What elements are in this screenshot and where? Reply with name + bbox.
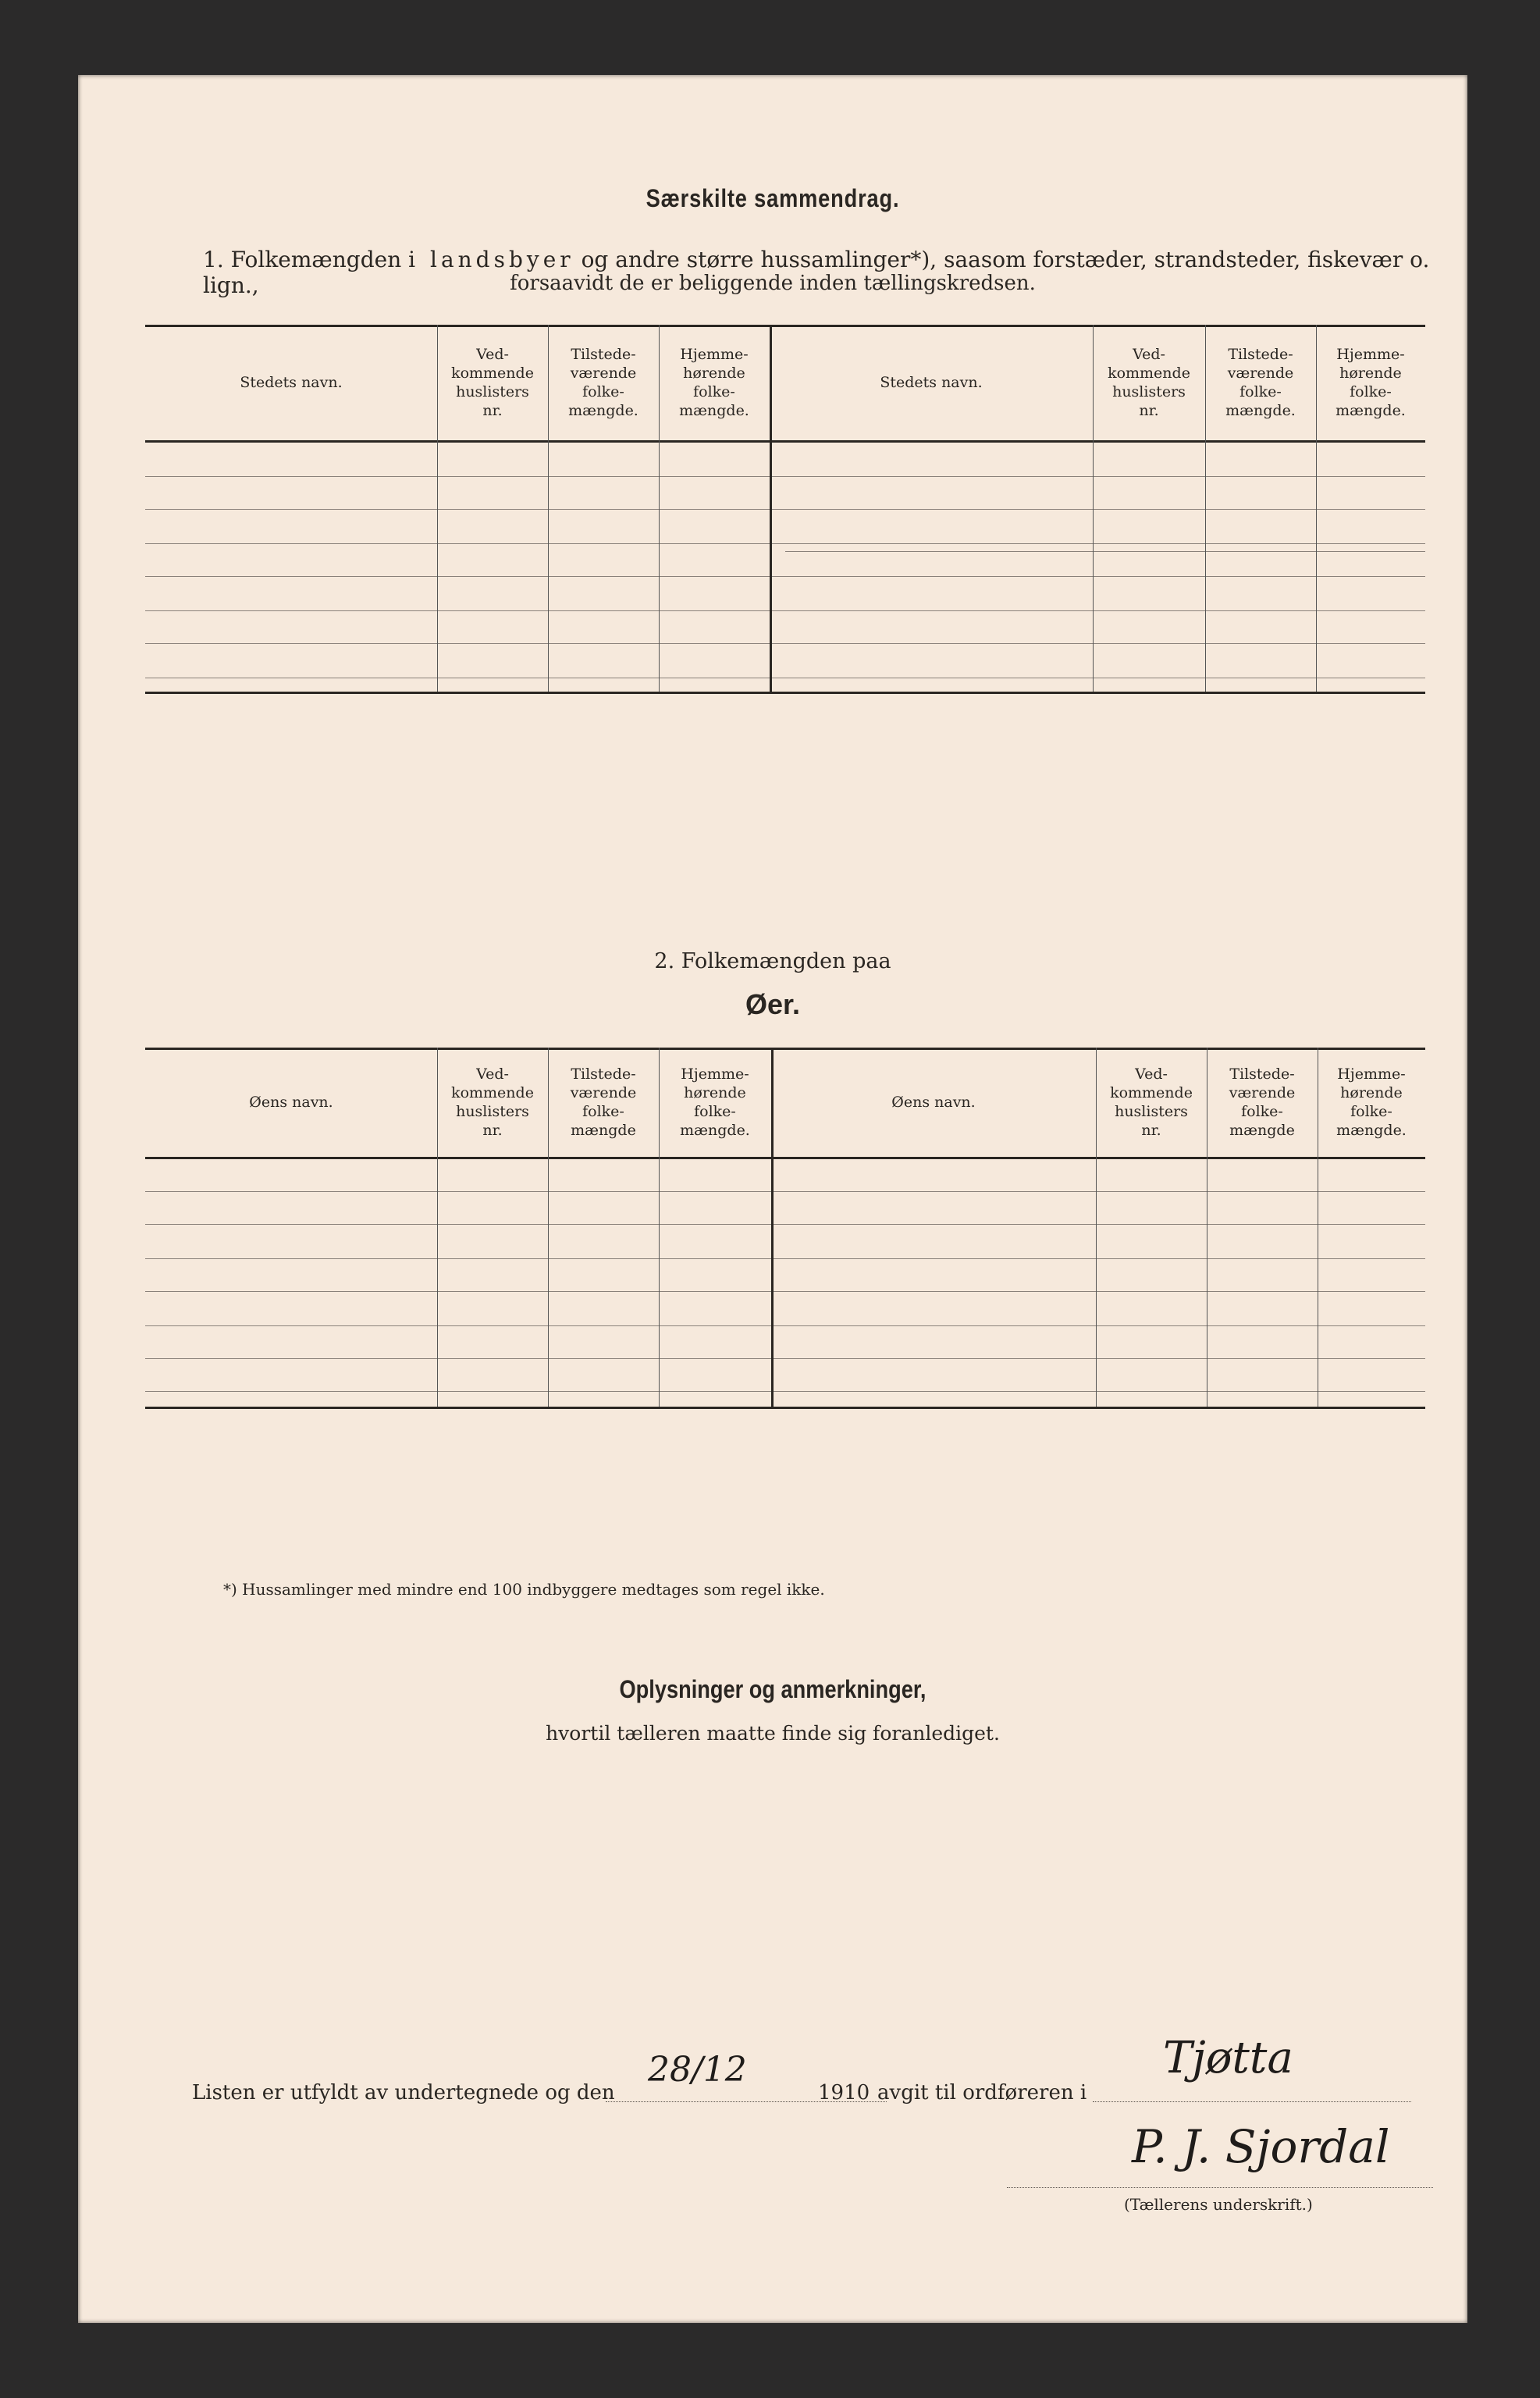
completion-text-mid: avgit til ordføreren i: [877, 2081, 1087, 2104]
col-header-island-name: Øens navn.: [249, 1094, 333, 1111]
remarks-title: Oplysninger og anmerkninger,: [619, 1675, 926, 1703]
col-header-island-resident-population: Hjemme- hørende folke- mængde.: [680, 1066, 750, 1139]
footnote: *) Hussamlinger med mindre end 100 indbyggere medtages som regel ikke.: [223, 1580, 825, 1599]
col-header-island-name-right: Øens navn.: [891, 1094, 976, 1111]
col-header-island-resident-population-right: Hjemme- hørende folke- mængde.: [1336, 1066, 1407, 1139]
intro-lead: Folkemængden: [230, 247, 402, 272]
col-header-place-name-right: Stedets navn.: [880, 374, 983, 391]
census-form-page: [78, 75, 1467, 2323]
section-2-heading: 2. Folkemængden paa: [654, 949, 891, 973]
table-islands: [145, 1048, 1425, 1414]
intro-number: 1.: [203, 247, 224, 272]
completion-text-lead: Listen er utfyldt av undertegnede og den: [192, 2081, 615, 2104]
handwritten-place: Tjøtta: [1163, 2033, 1293, 2083]
year: 1910: [818, 2081, 870, 2104]
intro-line-2: forsaavidt de er beliggende inden tællingskredsen.: [510, 272, 1036, 295]
col-header-place-name: Stedets navn.: [240, 374, 343, 391]
table-settlements: [145, 325, 1425, 699]
handwritten-date: 28/12: [648, 2050, 747, 2090]
col-header-resident-population-right: Hjemme- hørende folke- mængde.: [1335, 346, 1406, 419]
col-header-island-household-list-no: Ved- kommende huslisters nr.: [451, 1066, 534, 1139]
col-header-present-population: Tilstede- værende folke- mængde.: [568, 346, 638, 419]
col-header-island-present-population-right: Tilstede- værende folke- mængde: [1229, 1066, 1296, 1139]
intro-spaced: i landsbyer: [408, 247, 574, 272]
handwritten-signature: P. J. Sjordal: [1132, 2120, 1390, 2173]
col-header-resident-population: Hjemme- hørende folke- mængde.: [679, 346, 749, 419]
col-header-household-list-no-right: Ved- kommende huslisters nr.: [1108, 346, 1190, 419]
intro-rest: og andre større hussamlinger*), saasom forstæder, strandsteder, fiskevær o. lign.,: [203, 247, 1430, 298]
col-header-household-list-no: Ved- kommende huslisters nr.: [451, 346, 534, 419]
remarks-subtitle: hvortil tælleren maatte finde sig foranlediget.: [546, 1722, 1000, 1745]
form-title: Særskilte sammendrag.: [646, 184, 900, 212]
col-header-present-population-right: Tilstede- værende folke- mængde.: [1225, 346, 1296, 419]
col-header-island-present-population: Tilstede- værende folke- mængde: [570, 1066, 637, 1139]
section-2-subheading: Øer.: [745, 988, 801, 1020]
col-header-island-household-list-no-right: Ved- kommende huslisters nr.: [1110, 1066, 1193, 1139]
signature-caption: (Tællerens underskrift.): [1124, 2195, 1313, 2214]
